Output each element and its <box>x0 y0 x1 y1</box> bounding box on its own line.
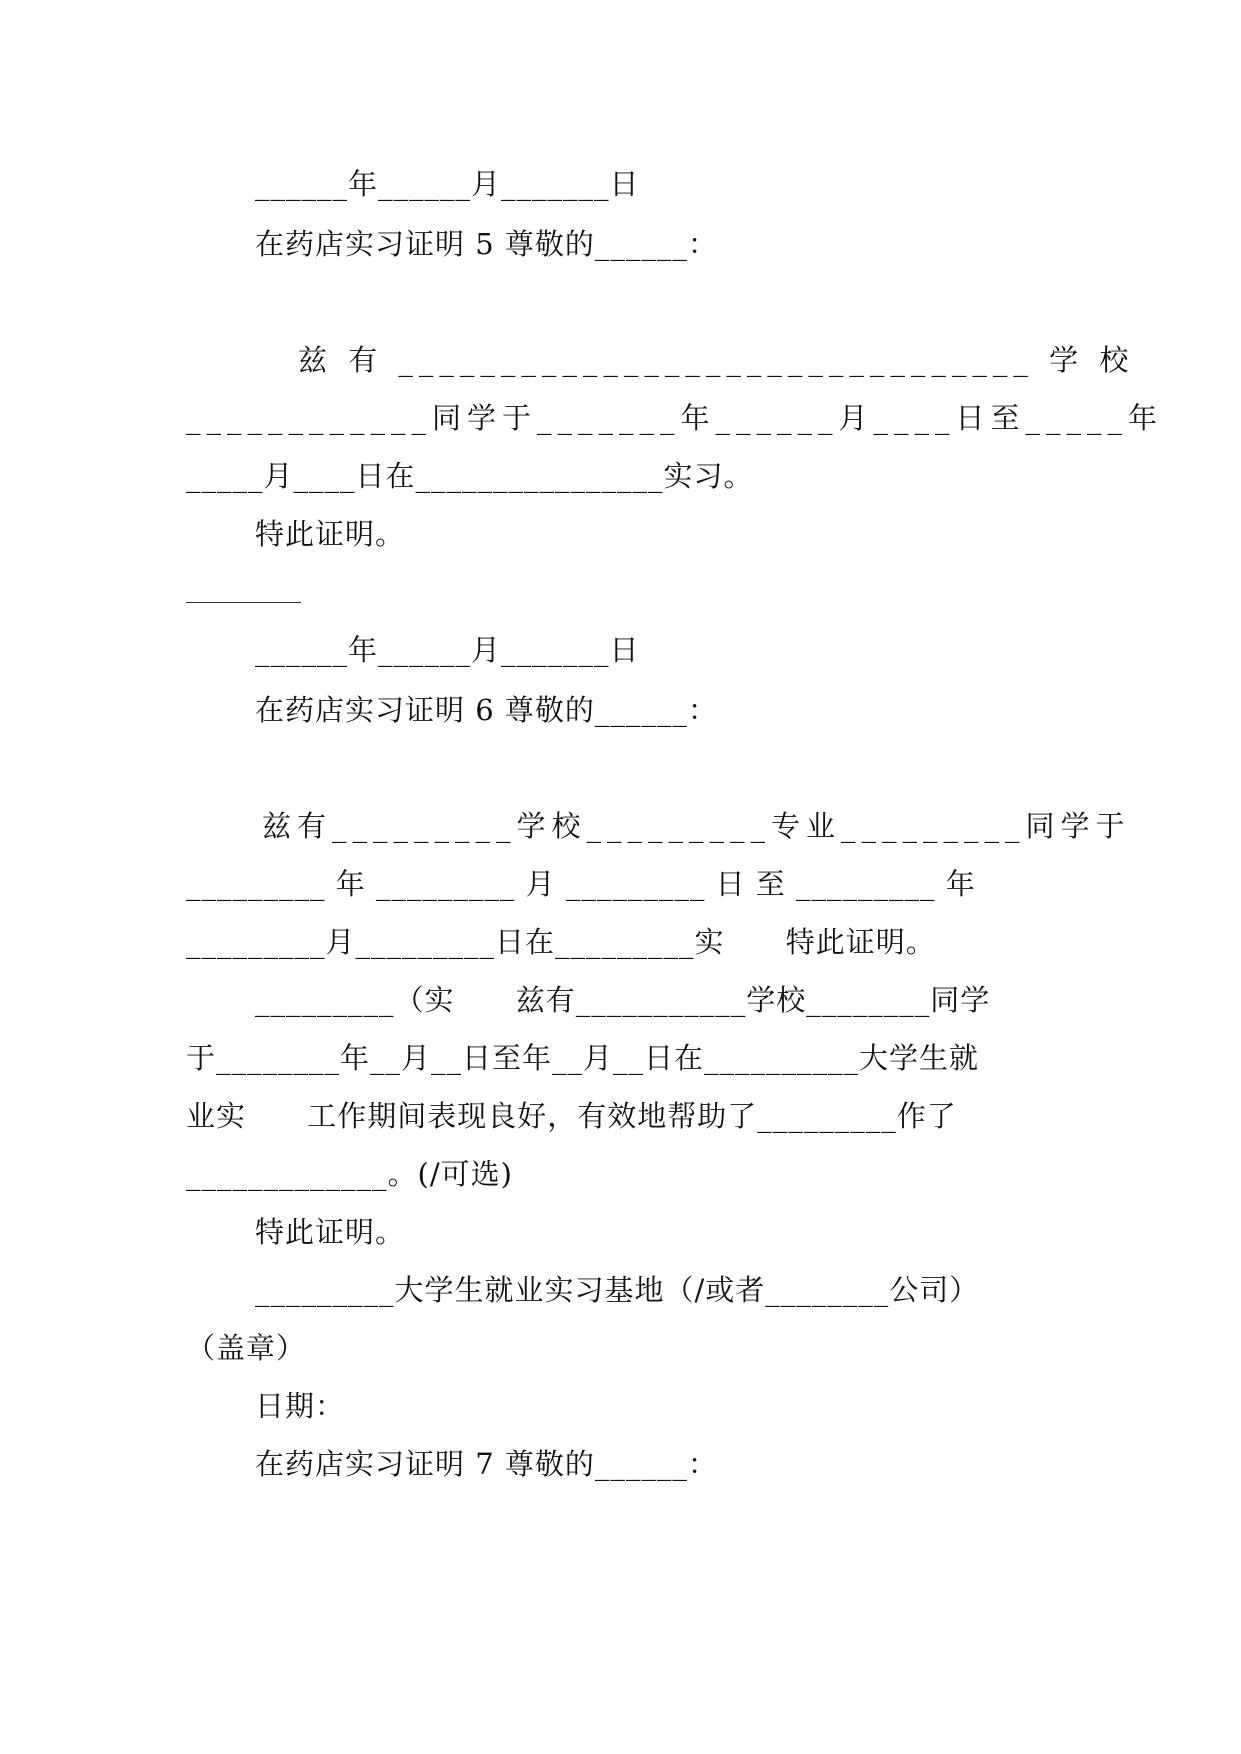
closing-text: 特此证明。 <box>255 517 406 551</box>
body-text-line: 兹 有 _______________________________ 学 校 <box>298 343 1135 377</box>
body-text-line: ____________同学于_______年______月____日至_____年 <box>186 401 1164 435</box>
signature-line: _________大学生就业实习基地（/或者________公司） <box>255 1273 980 1307</box>
body-text-line: _____月____日在________________实习。 <box>186 459 754 493</box>
closing-text: 特此证明。 <box>255 1215 406 1249</box>
body-text-line: 兹有_________学校_________专业_________同学于 <box>262 809 1131 843</box>
certificate-heading: 在药店实习证明 6 尊敬的______： <box>255 693 718 727</box>
body-text-line: _________ 年 _________ 月 _________ 日 至 _________ 年 <box>186 867 976 901</box>
certificate-heading: 在药店实习证明 7 尊敬的______： <box>255 1447 718 1481</box>
body-text-line: 业实 工作期间表现良好，有效地帮助了_________作了 <box>186 1099 957 1133</box>
body-text-line: 于________年__月__日至年__月__日在__________大学生就 <box>186 1041 980 1075</box>
body-text-line: _____________。(/可选) <box>186 1157 513 1191</box>
seal-note: （盖章） <box>186 1331 307 1365</box>
body-text-line: _________（实 兹有___________学校________同学 <box>255 983 991 1017</box>
date-label: 日期： <box>255 1389 346 1423</box>
body-text-line: _________月_________日在_________实 特此证明。 <box>186 925 936 959</box>
date-line: ______年______月_______日 <box>255 167 640 201</box>
date-line: ______年______月_______日 <box>255 633 640 667</box>
certificate-heading: 在药店实习证明 5 尊敬的______： <box>255 227 718 261</box>
signature-rule <box>186 602 301 603</box>
